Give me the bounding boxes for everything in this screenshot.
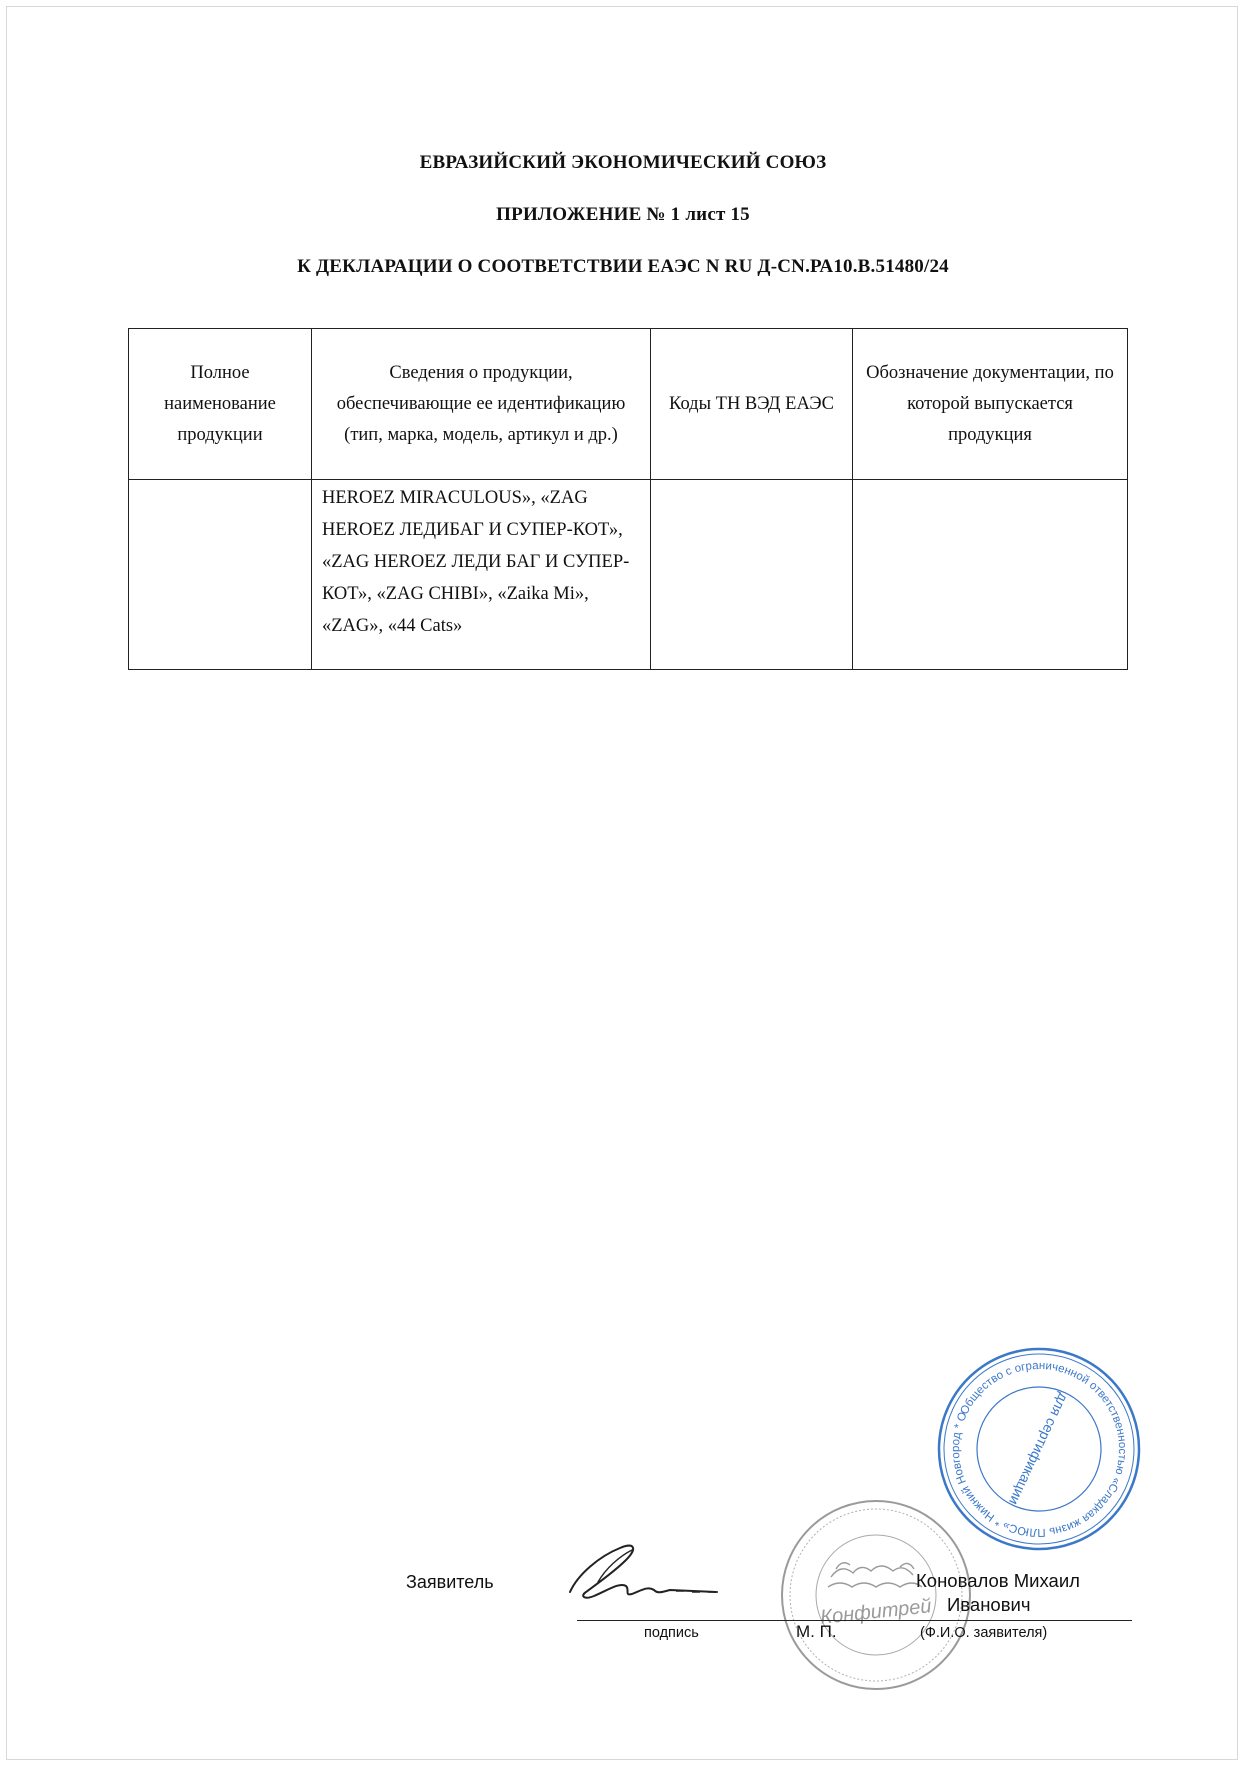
- header-documentation: Обозначение документации, по которой выпускается продукция: [853, 329, 1128, 480]
- products-table: [128, 328, 1128, 670]
- seal-stamp: [776, 1495, 976, 1695]
- signature-mark: [558, 1534, 728, 1614]
- union-title: ЕВРАЗИЙСКИЙ ЭКОНОМИЧЕСКИЙ СОЮЗ: [419, 152, 827, 173]
- cell-documentation: [853, 480, 1128, 670]
- applicant-name-line1: Коновалов Михаил: [916, 1570, 1080, 1591]
- header-product-name: Полное наименование продукции: [129, 329, 312, 480]
- seal-caption: М. П.: [796, 1622, 837, 1641]
- declaration-title: К ДЕКЛАРАЦИИ О СООТВЕТСТВИИ ЕАЭС N RU Д-CN.РА10.В.51480/24: [297, 256, 949, 277]
- cell-product-name: [129, 480, 312, 670]
- header-tnved-codes: Коды ТН ВЭД ЕАЭС: [651, 329, 853, 480]
- signature-line: [577, 1620, 1132, 1621]
- table-header-row: [129, 329, 1128, 480]
- blue-stamp-ring-text: Общество с ограниченной ответственностью «Сладкая жизнь ПЛЮС» * Нижний Новгород * ОГРН: [949, 1359, 1129, 1539]
- seal-center-text: Конфитрей: [819, 1595, 933, 1629]
- appendix-title: ПРИЛОЖЕНИЕ № 1 лист 15: [496, 204, 750, 225]
- applicant-label: Заявитель: [406, 1572, 494, 1592]
- applicant-name-line2: Иванович: [947, 1594, 1031, 1615]
- cell-tnved-codes: [651, 480, 853, 670]
- name-caption: (Ф.И.О. заявителя): [920, 1625, 1048, 1641]
- cell-product-info: HEROEZ MIRACULOUS», «ZAG HEROEZ ЛЕДИБАГ И СУПЕР-КОТ», «ZAG HEROEZ ЛЕДИ БАГ И СУПЕР-КОТ», «ZAG CHIBI», «Zaika Mi», «ZAG», «44 Cats»: [312, 480, 651, 670]
- signature-caption: подпись: [644, 1625, 699, 1641]
- header-product-info: Сведения о продукции, обеспечивающие ее идентификацию (тип, марка, модель, артикул и др.): [312, 329, 651, 480]
- table-row: [129, 480, 1128, 670]
- blue-stamp-center-text: для сертификации: [1006, 1390, 1072, 1508]
